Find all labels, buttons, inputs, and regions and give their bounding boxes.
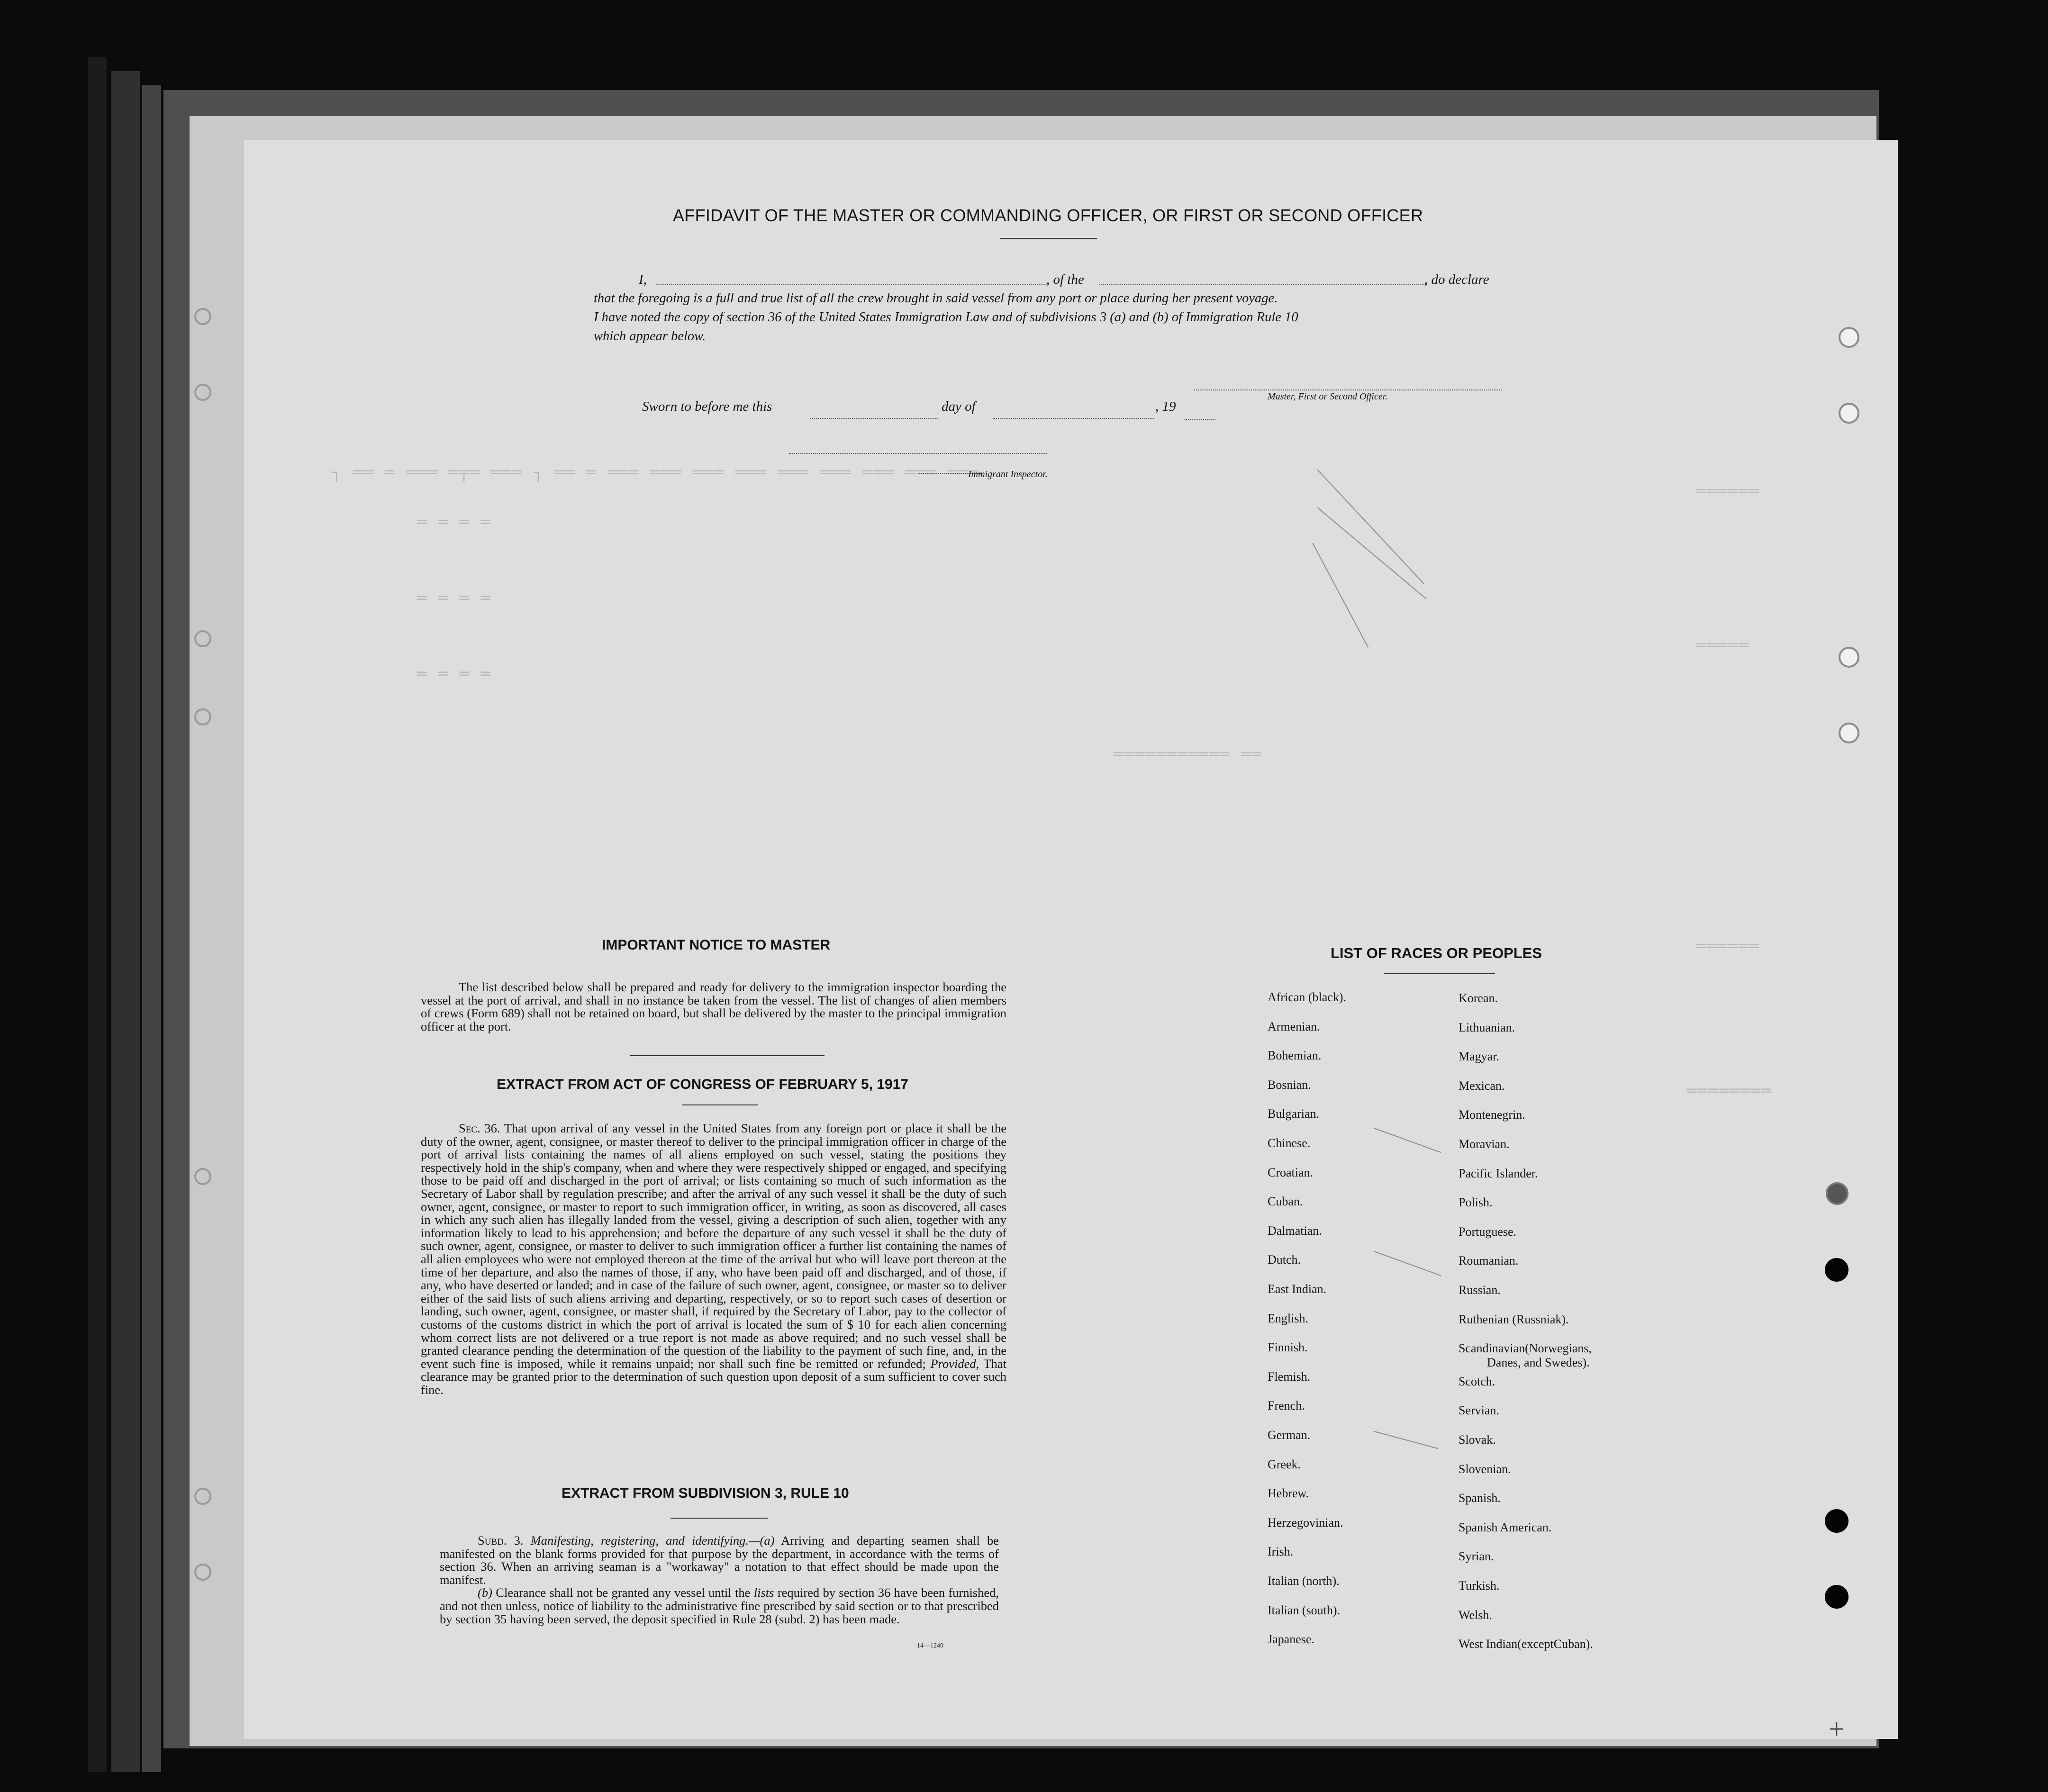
race-item: Danes, and Swedes). [1487,1356,1590,1369]
bleed-through-text: ══════ [1696,483,1760,501]
binder-ring-icon [194,384,211,401]
affidavit-title: AFFIDAVIT OF THE MASTER OR COMMANDING OFFICER, OR FIRST OR SECOND OFFICER [673,206,1423,225]
affidavit-line-4: which appear below. [594,329,706,344]
race-item: Greek. [1268,1457,1301,1471]
race-item: Bulgarian. [1268,1107,1320,1121]
races-underline [1384,973,1495,974]
race-item: African (black). [1268,990,1347,1004]
race-item: Hebrew. [1268,1486,1309,1500]
page-stack-edge [142,85,161,1772]
race-item: Irish. [1268,1545,1294,1558]
race-item: Scandinavian(Norwegians, [1459,1341,1592,1355]
bleed-through-text: ┐ ══ ═ ═══ ═╤═ ═══ ┐ ══ ═ ═══ ═══ ═══ ═══ ═══ ═══ ═══ ═══ ═══ [332,464,979,482]
notice-divider [630,1055,825,1056]
race-item: Dutch. [1268,1253,1301,1267]
binder-ring-icon [194,630,211,647]
day-of-label: day of [942,399,976,414]
punch-hole-icon [1825,1258,1849,1282]
act-body [421,1122,1006,1396]
bleed-through-text: ═══════════ ══ [1114,746,1262,764]
affidavit-line-2: that the foregoing is a full and true list of all the crew brought in said vessel from any port or place during her present voyage. [594,291,1278,306]
bleed-through-text: ════════ [1687,1083,1772,1101]
punch-hole-icon [1825,1585,1849,1609]
punch-hole-icon [1839,327,1859,348]
title-underline [1000,238,1097,239]
subd-a-label: —(a) [748,1533,775,1548]
bleed-through-text: ══════ [1696,938,1760,956]
race-item: Italian (south). [1268,1603,1341,1617]
race-item: Russian. [1459,1283,1501,1297]
sworn-label: Sworn to before me this [642,399,772,414]
act-text: That upon arrival of any vessel in the United States from any foreign port or place it shall be the duty of the owner, agent, consignee, or master thereof to deliver to the principal immigration officer in charge of the port of arrival lists containing the names of all aliens employed on such vessel, stating the positions they respectively hold in the ship's company, when and where they were respectively shipped or engaged, and specifying those to be paid off and discharged in the port of arrival; or lists containing so much of such information as the Secretary of Labor shall by regulation prescribe; and after the arrival of any such vessel it shall be the duty of such owner, agent, consignee, or master to report to such immigration officer, in writing, as soon as discovered, all cases in which any such alien has illegally landed from the vessel, giving a description of such alien, together with any information likely to lead to his apprehension; and before the departure of any such vessel it shall be the duty of such owner, agent, consignee, or master to deliver to such immigration officer a further list containing the names of all alien employees who were not employed thereon at the time of the arrival but who will leave port thereon at the time of her departure, and also the names of those, if any, who have been paid off and discharged, and of those, if any, who have deserted or landed; and in case of the failure of such owner, agent, consignee, or master so to deliver either of the said lists of such aliens arriving and departing, respectively, or so to report such cases of desertion or landing, such owner, agent, consignee, or master shall, if required by the Secretary of Labor, pay to the collector of customs of the customs district in which the port of arrival is located the sum of $ 10 for each alien concerning whom correct lists are not delivered or a true report is not made as above required; and no such vessel shall be granted clearance pending the determination of the question of the liability to the payment of such fine, and, in the event such fine is imposed, while it remains unpaid; nor shall such fine be remitted or refunded; [421,1121,1006,1371]
subd-a-text: Arriving and departing seamen shall be manifested on the blank forms provided for that purpose by the department, in accordance with the terms of section 36. When an arriving seaman is a "workaway" a notation to that effect should be made upon the manifest. [440,1533,999,1587]
subd-b-label: (b) [478,1585,492,1600]
inspector-line [789,453,1047,454]
race-item: Roumanian. [1459,1254,1519,1267]
rule10-underline [671,1518,768,1519]
notice-body [421,981,1006,1033]
race-item: Bohemian. [1268,1049,1322,1062]
affidavit-i-label: I, [639,272,647,287]
race-item: East Indian. [1268,1282,1327,1296]
race-item: French. [1268,1399,1305,1412]
race-item: Slovenian. [1459,1462,1511,1476]
name-blank-line [656,284,1047,285]
punch-hole-icon [1825,1509,1849,1533]
race-item: Polish. [1459,1195,1493,1209]
act-text-end: That clearance may be granted prior to the determination of such question upon deposit of a sum sufficient to cover such fine. [421,1356,1006,1397]
of-the-label: , of the [1046,272,1084,287]
act-title: EXTRACT FROM ACT OF CONGRESS OF FEBRUARY 5, 1917 [497,1077,908,1092]
signature-caption: Master, First or Second Officer. [1268,391,1388,402]
punch-hole-icon [1826,1182,1849,1205]
race-item: Servian. [1459,1403,1499,1417]
rule10-title: EXTRACT FROM SUBDIVISION 3, RULE 10 [562,1485,849,1501]
sworn-day-line [810,418,938,419]
punch-hole-icon [1839,403,1859,424]
binder-edge-left [88,57,107,1772]
race-item: Dalmatian. [1268,1224,1322,1238]
race-item: Bosnian. [1268,1078,1311,1092]
race-item: Magyar. [1459,1050,1499,1063]
binder-ring-icon [194,1564,211,1581]
race-item: Lithuanian. [1459,1021,1515,1034]
race-item: Korean. [1459,991,1498,1005]
subd-b-text-1: Clearance shall not be granted any vessel until the [496,1585,751,1600]
race-item: Herzegovinian. [1268,1516,1343,1530]
race-item: Moravian. [1459,1137,1510,1151]
act-provided: Provided, [930,1356,979,1371]
race-item: Italian (north). [1268,1574,1340,1588]
race-item: West Indian(exceptCuban). [1459,1637,1593,1651]
race-item: Mexican. [1459,1079,1505,1093]
subd-b-lists: lists [753,1585,774,1600]
year-label: , 19 [1155,399,1176,414]
bleed-through-text: ═ ═ ═ ═ [417,514,491,532]
signature-line [1194,389,1502,390]
subd-label: Subd. 3. [478,1533,524,1548]
bleed-through-text: ═ ═ ═ ═ [417,590,491,608]
binder-ring-icon [194,708,211,725]
race-item: Slovak. [1459,1433,1496,1447]
binder-ring-icon [194,1488,211,1505]
act-section-label: Sec. 36. [459,1121,500,1135]
race-item: Cuban. [1268,1195,1303,1208]
race-item: Scotch. [1459,1375,1495,1388]
act-underline [682,1104,758,1105]
race-item: Pacific Islander. [1459,1167,1538,1180]
bleed-through-text: ═════ [1696,637,1750,655]
notice-text: The list described below shall be prepared and ready for delivery to the immigration inspector boarding the vessel at the port of arrival, and shall in no instance be taken from the vessel. The list of changes of alien members of crews (Form 689) shall not be retained on board, but shall be delivered by the master to the principal immigration officer at the port. [421,980,1006,1033]
affidavit-line-3: I have noted the copy of section 36 of the United States Immigration Law and of subdivisions 3 (a) and (b) of Immigration Rule 10 [594,310,1298,325]
sworn-year-line [1185,419,1215,420]
binder-ring-icon [194,308,211,325]
rule10-body [440,1534,999,1626]
race-item: Spanish. [1459,1491,1501,1505]
race-item: Montenegrin. [1459,1108,1525,1122]
race-item: Welsh. [1459,1608,1492,1622]
race-item: Portuguese. [1459,1225,1517,1239]
race-item: Chinese. [1268,1136,1311,1150]
form-number: 14—1240 [917,1642,943,1649]
binder-edge-left-2 [111,71,140,1772]
punch-hole-icon [1839,723,1859,743]
document-page [244,140,1898,1739]
subd-title: Manifesting, registering, and identifying. [530,1533,749,1548]
vessel-blank-line [1099,284,1426,285]
binder-ring-icon [194,1168,211,1185]
margin-mark: + [1827,1713,1846,1745]
race-item: Japanese. [1268,1632,1314,1646]
race-item: Croatian. [1268,1166,1314,1179]
inspector-caption: Immigrant Inspector. [968,469,1048,480]
punch-hole-icon [1839,647,1859,668]
races-title: LIST OF RACES OR PEOPLES [1331,945,1542,961]
race-item: English. [1268,1312,1308,1325]
sworn-month-line [993,418,1154,419]
notice-title: IMPORTANT NOTICE TO MASTER [602,937,831,953]
race-item: German. [1268,1428,1311,1442]
race-item: Spanish American. [1459,1520,1552,1534]
race-item: Ruthenian (Russniak). [1459,1312,1569,1326]
race-item: Flemish. [1268,1370,1311,1384]
race-item: Armenian. [1268,1020,1320,1033]
do-declare-label: , do declare [1424,272,1489,287]
race-item: Syrian. [1459,1549,1494,1563]
bleed-through-text: ═ ═ ═ ═ [417,666,491,684]
race-item: Finnish. [1268,1340,1308,1354]
subd-b-text-2: required by section 36 have been furnished, and not then unless, notice of liability to the administrative fine prescribed by said section or to that prescribed by section 35 having been served, the deposit specified in Rule 28 (subd. 2) has been made. [440,1585,999,1626]
race-item: Turkish. [1459,1579,1500,1593]
